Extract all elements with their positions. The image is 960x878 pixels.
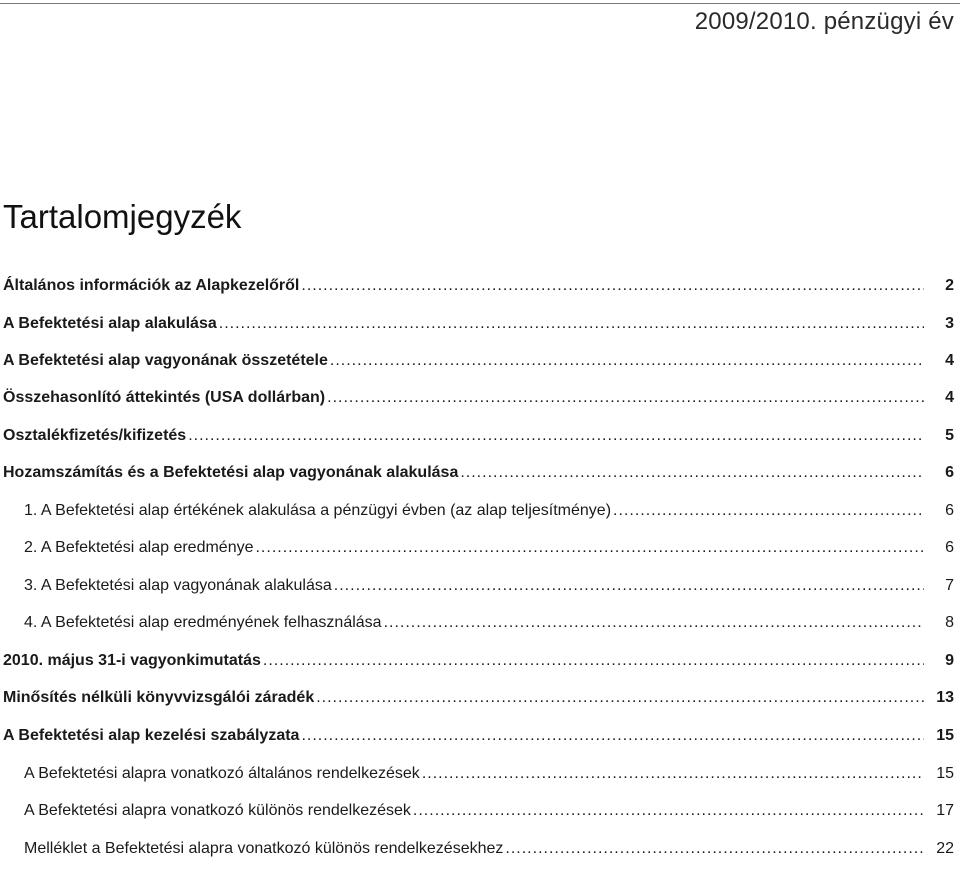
toc-subentry[interactable] bbox=[24, 839, 954, 859]
toc-entry-title: A Befektetési alap alakulása bbox=[3, 315, 217, 332]
toc-subentry[interactable] bbox=[24, 576, 954, 596]
dot-leader bbox=[613, 501, 924, 521]
toc-entry-title: 4. A Befektetési alap eredményének felhasználása bbox=[24, 614, 382, 631]
toc-entry-page: 6 bbox=[945, 464, 954, 481]
toc-entry-page: 3 bbox=[945, 315, 954, 332]
toc-subentry[interactable] bbox=[24, 613, 954, 633]
dot-leader bbox=[460, 463, 924, 483]
toc-entry-page: 4 bbox=[945, 352, 954, 369]
dot-leader bbox=[219, 314, 924, 334]
dot-leader bbox=[255, 538, 924, 558]
dot-leader bbox=[334, 576, 924, 596]
toc-entry-title: A Befektetési alap vagyonának összetétele bbox=[3, 352, 328, 369]
dot-leader bbox=[330, 351, 924, 371]
toc-subentry[interactable] bbox=[24, 764, 954, 784]
toc-entry-title: 2. A Befektetési alap eredménye bbox=[24, 539, 254, 556]
toc-entry-page: 7 bbox=[945, 577, 954, 594]
dot-leader bbox=[327, 388, 924, 408]
toc-entry-title: 1. A Befektetési alap értékének alakulása a pénzügyi évben (az alap teljesítménye) bbox=[24, 502, 612, 519]
toc-entry[interactable] bbox=[3, 651, 954, 671]
dot-leader bbox=[384, 613, 924, 633]
toc-entry-title: Melléklet a Befektetési alapra vonatkozó különös rendelkezésekhez bbox=[24, 840, 504, 857]
toc-entry-title: A Befektetési alapra vonatkozó általános rendelkezések bbox=[24, 765, 420, 782]
toc-entry-title: A Befektetési alap kezelési szabályzata bbox=[3, 727, 300, 744]
fiscal-year-label: 2009/2010. pénzügyi év bbox=[694, 8, 954, 35]
toc-subentry[interactable] bbox=[24, 501, 954, 521]
dot-leader bbox=[188, 426, 924, 446]
dot-leader bbox=[316, 688, 924, 708]
toc-entry-page: 8 bbox=[945, 614, 954, 631]
toc-entry-page: 17 bbox=[936, 802, 954, 819]
toc-entry-title: 3. A Befektetési alap vagyonának alakulása bbox=[24, 577, 332, 594]
toc-title: Tartalomjegyzék bbox=[3, 198, 242, 235]
toc-entry[interactable] bbox=[3, 726, 954, 746]
dot-leader bbox=[263, 651, 924, 671]
toc-entry[interactable] bbox=[3, 688, 954, 708]
toc-entry-title: Általános információk az Alapkezelőről bbox=[3, 277, 300, 294]
toc-entry-page: 22 bbox=[936, 840, 954, 857]
toc-entry-title: Minősítés nélküli könyvvizsgálói záradék bbox=[3, 689, 315, 706]
dot-leader bbox=[413, 801, 924, 821]
toc-entry-title: Osztalékfizetés/kifizetés bbox=[3, 427, 187, 444]
dot-leader bbox=[301, 276, 924, 296]
toc-entry-page: 15 bbox=[936, 727, 954, 744]
toc-entry-title: A Befektetési alapra vonatkozó különös rendelkezések bbox=[24, 802, 411, 819]
toc-entry-page: 5 bbox=[945, 427, 954, 444]
toc-entry-title: Összehasonlító áttekintés (USA dollárban) bbox=[3, 389, 326, 406]
toc-entry-page: 15 bbox=[936, 765, 954, 782]
toc-entry-title: Hozamszámítás és a Befektetési alap vagyonának alakulása bbox=[3, 464, 459, 481]
toc-entry-page: 4 bbox=[945, 389, 954, 406]
toc-subentry[interactable] bbox=[24, 538, 954, 558]
toc-subentry[interactable] bbox=[24, 801, 954, 821]
toc-entry-page: 9 bbox=[945, 652, 954, 669]
toc-entry[interactable] bbox=[3, 314, 954, 334]
toc-entry[interactable] bbox=[3, 388, 954, 408]
dot-leader bbox=[422, 764, 924, 784]
toc-entry-page: 6 bbox=[945, 539, 954, 556]
toc-entry-page: 13 bbox=[936, 689, 954, 706]
toc-entry[interactable] bbox=[3, 426, 954, 446]
toc-entry[interactable] bbox=[3, 463, 954, 483]
dot-leader bbox=[505, 839, 924, 859]
toc-entry[interactable] bbox=[3, 276, 954, 296]
toc-entry[interactable] bbox=[3, 351, 954, 371]
toc-entry-title: 2010. május 31-i vagyonkimutatás bbox=[3, 652, 261, 669]
dot-leader bbox=[301, 726, 924, 746]
toc-entry-page: 2 bbox=[945, 277, 954, 294]
toc-entry-page: 6 bbox=[945, 502, 954, 519]
